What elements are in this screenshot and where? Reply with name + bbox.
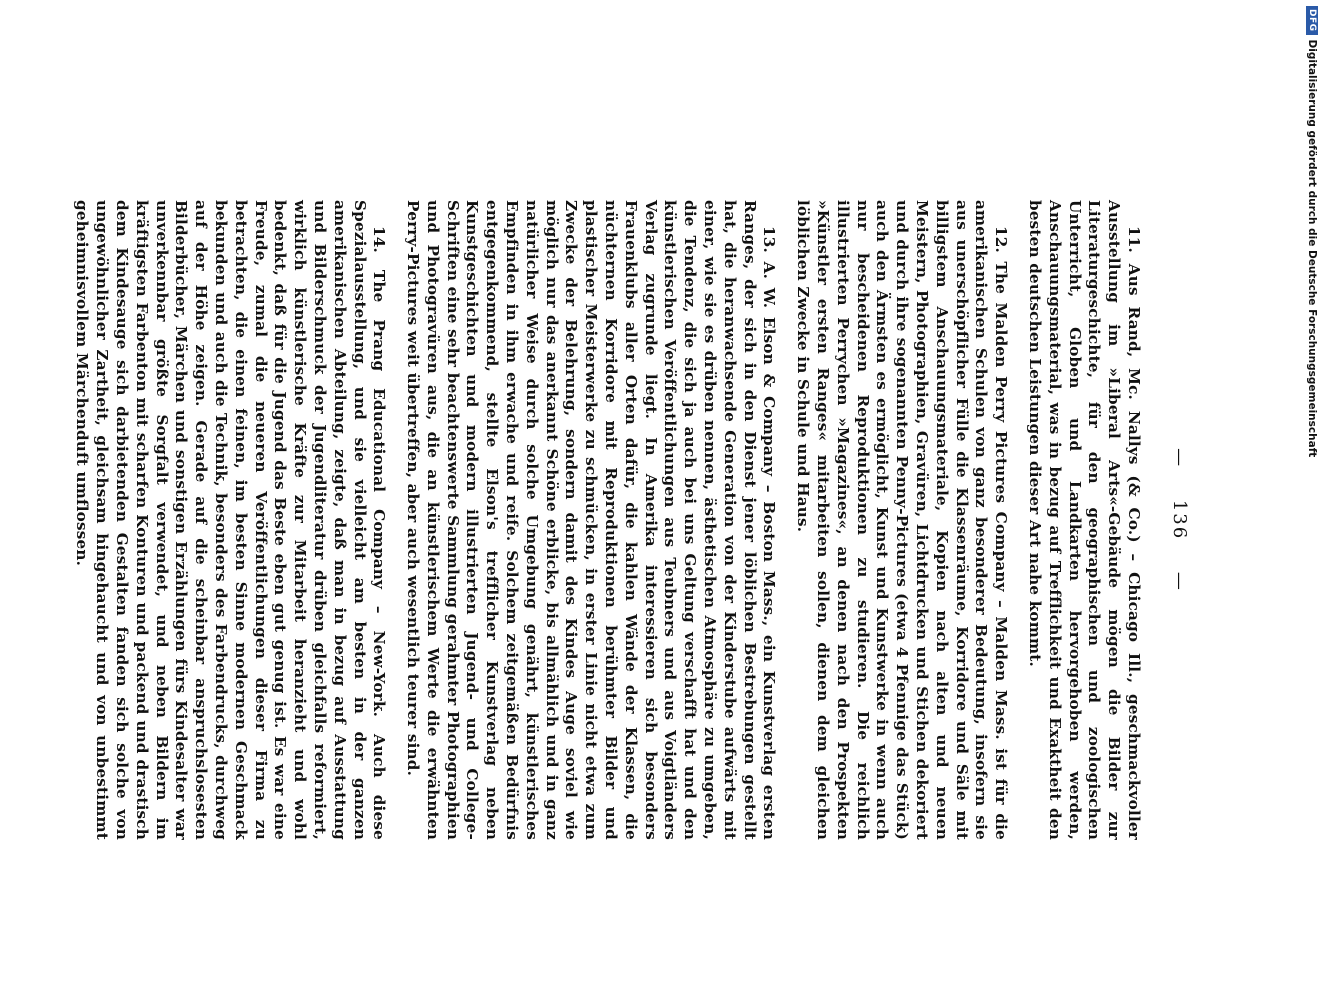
paragraph-14: 14. The Prang Educational Company – New-York. Auch diese Spezialausstellung, und sie vielleicht am besten in der ganzen amerikanischen Abteilung, zeigte, daß man in bezug auf Ausstattung und Bilderschmuck der Jugendliteratur drüben gleichfalls reformiert, wirklich künstlerische Kräfte zur Mitarbeit heranzieht und wohl bedenkt, daß für die Jugend das Beste eben gut genug ist. Es war eine Freude, zumal die neueren Veröffentlichungen dieser Firma zu betrachten, die einen feinen, im besten Sinne modernen Geschmack bekunden und auch die Technik, besonders des Farbendrucks, durchweg auf der Höhe zeigen. Gerade auf die scheinbar anspruchslosesten Bilderbücher, Märchen und sonstigen Erzählungen fürs Kindesalter war unverkennbar größte Sorgfalt verwendet, und neben Bildern im kräftigsten Farbenton mit scharfen Konturen und packend und drastisch dem Kindesauge sich darbietenden Gestalten fanden sich solche von ungewöhnlicher Zartheit, gleichsam hingehaucht und von unbestimmt geheimnisvollem Märchenduft umflossen. [73, 200, 389, 840]
paragraph-12: 12. The Malden Perry Pictures Company – Malden Mass. ist für die amerikanischen Schulen von ganz besonderer Bedeutung, insofern sie aus unerschöpflicher Fülle die Klassenräume, Korridore und Säle mit billigstem Anschauungsmateriale, Kopien nach alten und neuen Meistern, Photographien, Gravüren, Lichtdrucken und Stichen dekoriert und durch ihre sogenannten Penny-Pictures (etwa 4 Pfennige das Stück) auch den Ärmsten es ermöglicht, Kunst und Kunstwerke in wenn auch nur bescheidenen Reproduktionen zu studieren. Die reichlich illustrierten Perrychen »Magazines«, an denen nach den Prospekten »Künstler ersten Ranges« mitarbeiten sollen, dienen dem gleichen löblichen Zwecke in Schule und Haus. [794, 200, 1011, 840]
funding-credit-text: Digitalisierung gefördert durch die Deutsche Forschungsgemeinschaft [1306, 39, 1318, 458]
funding-credit [1302, 6, 1322, 458]
page-content [73, 200, 1190, 840]
paragraph-13: 13. A. W. Elson & Company – Boston Mass., ein Kunstverlag ersten Ranges, der sich in den Dienst jener löblichen Bestrebungen gestellt hat, die heranwachsende Generation von der Kinderstube aufwärts mit einer, wie sie es drüben nennen, ästhetischen Atmosphäre zu umgeben, die Tendenz, die sich ja auch bei uns Geltung verschafft hat und den künstlerischen Veröffentlichungen aus Teubners und aus Voigtländers Verlag zugrunde liegt. In Amerika interessieren sich besonders Frauenklubs aller Orten dafür, die kahlen Wände der Klassen, die nüchternen Korridore mit Reproduktionen berühmter Bilder und plastischer Meisterwerke zu schmücken, in erster Linie nicht etwa zum Zwecke der Belehrung, sondern damit des Kindes Auge soviel wie möglich nur das anerkannt Schöne erblicke, bis allmählich und in ganz natürlicher Weise durch solche Umgebung genährt, künstlerisches Empfinden in ihm erwache und reife. Solchem zeitgemäßen Bedürfnis entgegenkommend, stellte Elson's trefflicher Kunstverlag neben Kunstgeschichten und modern illustrierten Jugend- und College-Schriften eine sehr beachtenswerte Sammlung gerahmter Photographien und Photogravüren aus, die an künstlerischem Werte die erwähnten Perry-Pictures weit übertreffen, aber auch wesentlich teurer sind. [404, 200, 779, 840]
paragraph-11: 11. Aus Rand, Mc. Nallys (& Co.) – Chicago Ill., geschmackvoller Ausstellung im »Liberal Arts«-Gebäude mögen die Bilder zur Literaturgeschichte, für den geographischen und zoologischen Unterricht, Globen und Landkarten hervorgehoben werden, Anschauungsmaterial, was in bezug auf Trefflichkeit und Exaktheit den besten deutschen Leistungen dieser Art nahe kommt. [1026, 200, 1143, 840]
dfg-logo: DFG [1306, 6, 1318, 35]
page-header [1169, 200, 1190, 840]
header-dash-left: — [1169, 448, 1190, 469]
page-number: 136 [1169, 499, 1190, 541]
header-dash-right: — [1169, 571, 1190, 592]
